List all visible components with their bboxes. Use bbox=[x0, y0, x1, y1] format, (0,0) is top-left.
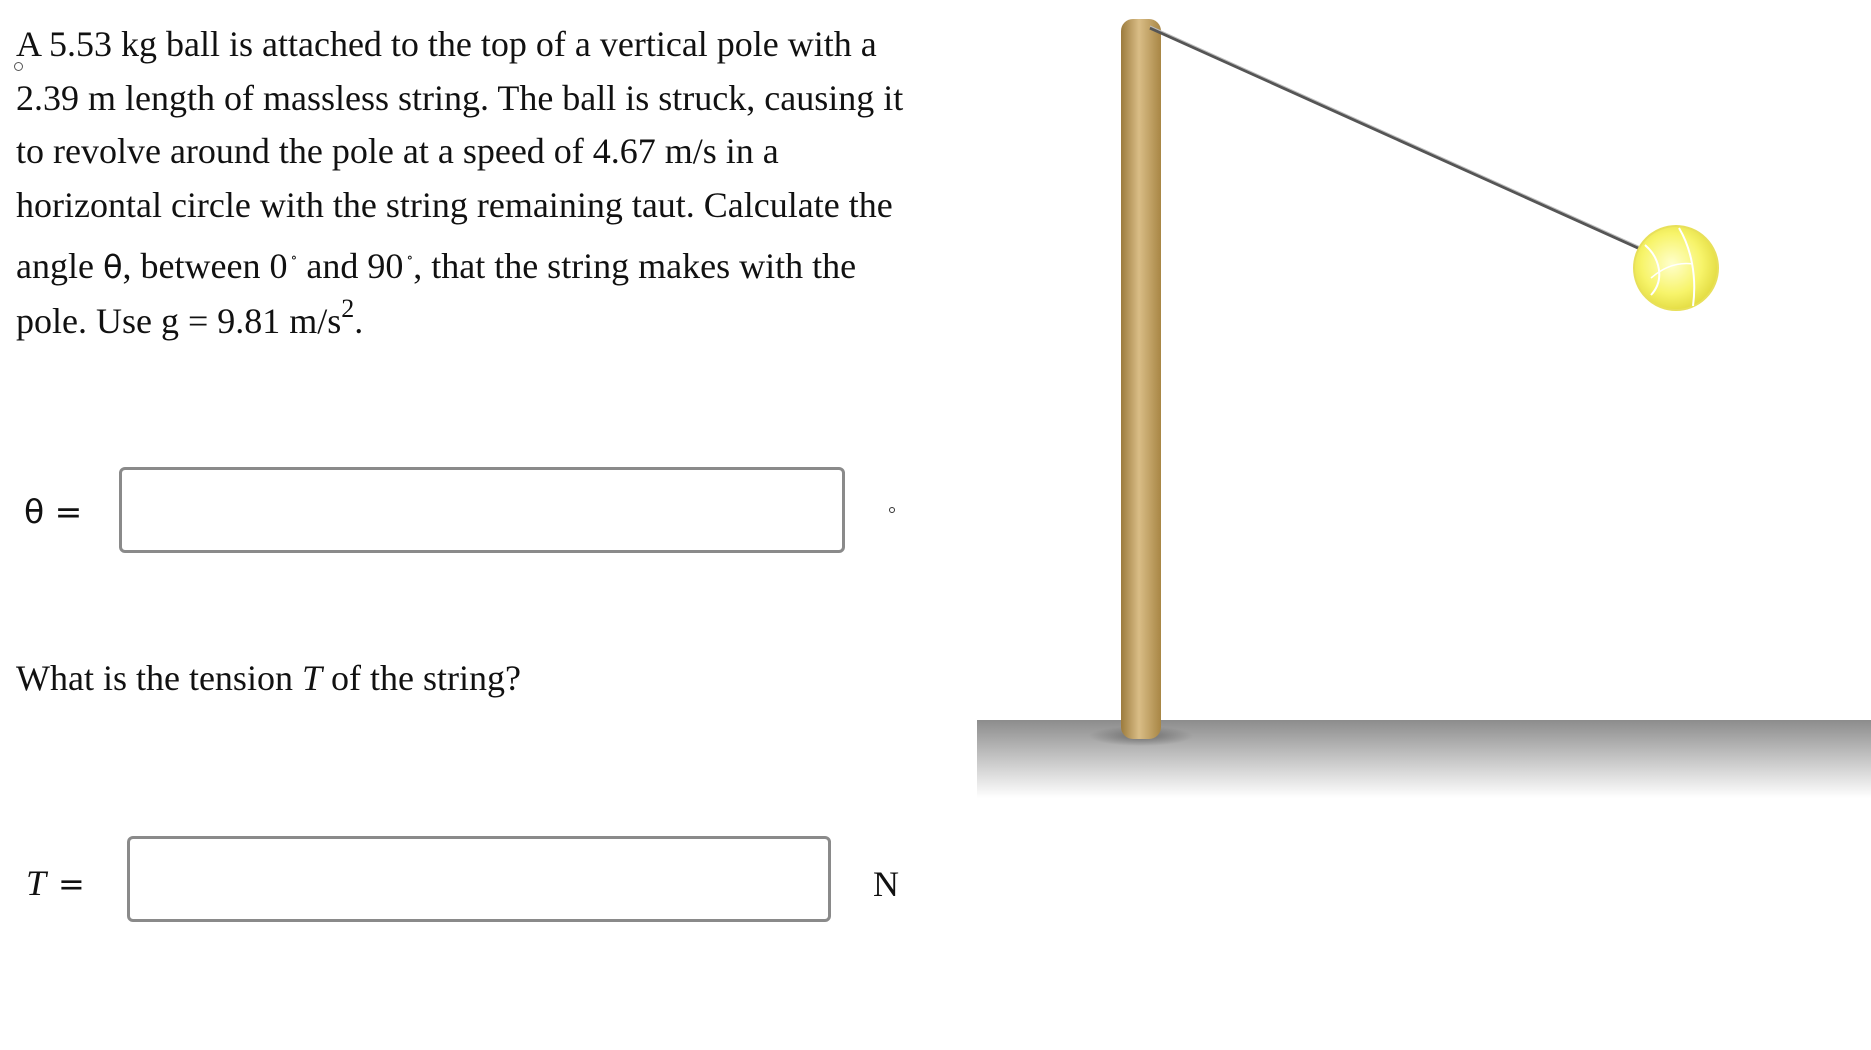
problem-line-3: to revolve around the pole at a speed of 4.67 m/s in a bbox=[16, 131, 779, 171]
problem-text: angle bbox=[16, 246, 103, 286]
bullet-icon bbox=[14, 62, 23, 71]
theta-answer-input[interactable] bbox=[119, 467, 845, 553]
problem-text: , that the string makes with the bbox=[413, 246, 857, 286]
problem-line-1: A 5.53 kg ball is attached to the top of a vertical pole with a bbox=[16, 24, 877, 64]
problem-text: pole. Use g = 9.81 m/s bbox=[16, 300, 342, 341]
theta-symbol: θ bbox=[102, 248, 123, 286]
newton-unit: N bbox=[873, 864, 899, 904]
tension-symbol: T bbox=[301, 658, 322, 698]
degree-icon: ∘ bbox=[290, 251, 298, 266]
tension-question bbox=[16, 657, 521, 699]
problem-text: . bbox=[354, 300, 364, 341]
theta-label: θ = bbox=[24, 492, 83, 531]
problem-line-6 bbox=[16, 295, 916, 349]
problem-line-2: 2.39 m length of massless string. The ball is struck, causing it bbox=[16, 77, 904, 118]
pole bbox=[1121, 19, 1161, 739]
exponent: 2 bbox=[341, 293, 355, 323]
pole-ball-figure bbox=[975, 0, 1871, 810]
string-highlight bbox=[1150, 26, 1647, 250]
problem-text: , between 0 bbox=[122, 246, 288, 286]
tension-answer-input[interactable] bbox=[127, 836, 831, 922]
problem-line-5 bbox=[16, 232, 916, 295]
degree-icon: ∘ bbox=[406, 251, 414, 266]
question-text: What is the tension bbox=[16, 658, 302, 698]
tension-label bbox=[26, 862, 85, 904]
problem-statement bbox=[16, 18, 916, 348]
question-text: of the string? bbox=[321, 658, 521, 698]
tension-label-eq: = bbox=[58, 865, 85, 903]
degree-unit-icon bbox=[889, 507, 895, 513]
string bbox=[1150, 28, 1647, 252]
problem-text: and 90 bbox=[297, 246, 404, 286]
problem-line-4: horizontal circle with the string remaining taut. Calculate the bbox=[16, 184, 893, 225]
tension-label-symbol: T bbox=[26, 863, 47, 903]
ball-icon bbox=[1634, 226, 1718, 310]
